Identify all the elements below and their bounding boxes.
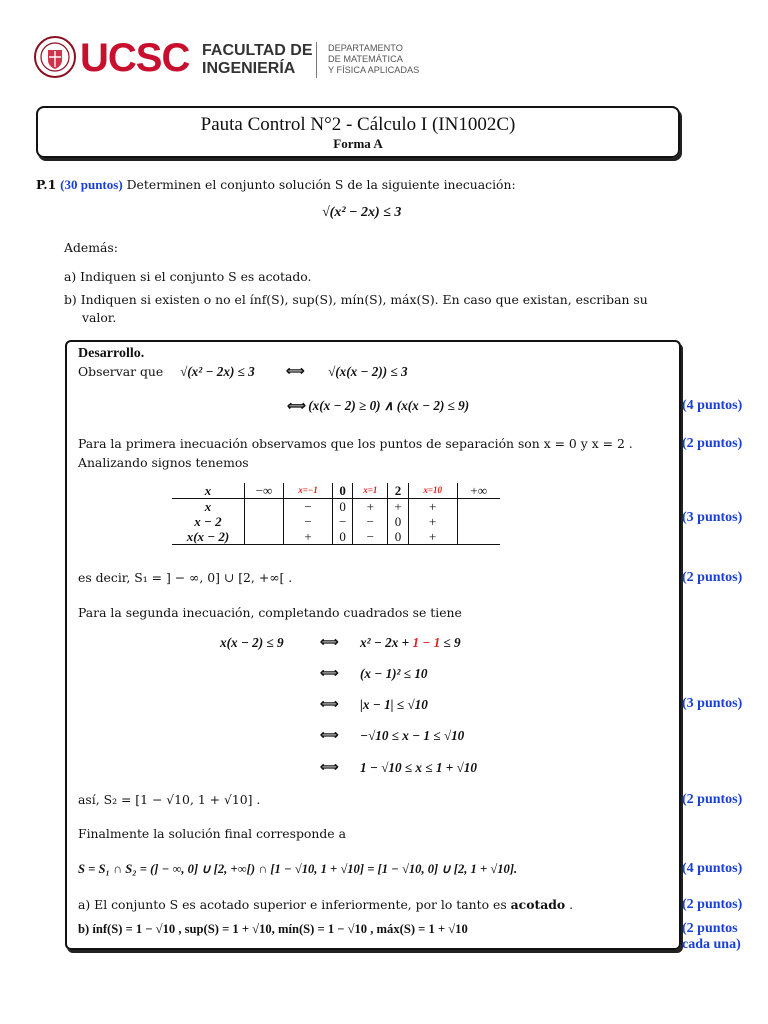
c1-rhs: x² − 2x + 1 − 1 ≤ 9: [360, 635, 461, 650]
table-row: x − 0 + + +: [172, 499, 500, 515]
item-b: b) Indiquen si existen o no el ínf(S), sup(S), mín(S), máx(S). En caso que existan, escriban su: [64, 292, 648, 307]
c1-lhs: x(x − 2) ≤ 9: [220, 635, 284, 650]
iff-4: ⟺: [320, 727, 339, 742]
second-ineq-text: Para la segunda inecuación, completando cuadrados se tiene: [78, 605, 462, 620]
points-9: (2 puntos cada una): [682, 921, 741, 952]
solution-heading: Desarrollo.: [78, 346, 145, 361]
iff-5: ⟺: [320, 759, 339, 774]
s1-result: es decir, S₁ = ] − ∞, 0] ∪ [2, +∞[ .: [78, 570, 293, 585]
points-4: (2 puntos): [682, 570, 743, 585]
sign-table: [172, 483, 500, 545]
c3: |x − 1| ≤ √10: [360, 697, 428, 712]
header-divider: [316, 42, 317, 78]
iff-2: ⟺: [320, 665, 339, 680]
iff-1: ⟺: [320, 634, 339, 649]
ucsc-logo: UCSC: [80, 36, 190, 80]
item-b-cont: valor.: [82, 310, 117, 325]
university-seal-icon: [34, 36, 76, 78]
table-header-row: x −∞ x=−1 0 x=1 2 x=10 +∞: [172, 483, 500, 499]
first-ineq-text: Para la primera inecuación observamos que los puntos de separación son x = 0 y x = 2 .: [78, 436, 633, 451]
eq2: ⟺ (x(x − 2) ≥ 0) ∧ (x(x − 2) ≤ 9): [286, 398, 470, 413]
answer-a: a) El conjunto S es acotado superior e inferiormente, por lo tanto es acotado .: [78, 897, 574, 912]
inequality: √(x² − 2x) ≤ 3: [322, 205, 402, 220]
problem-statement: P.1 (30 puntos) Determinen el conjunto solución S de la siguiente inecuación:: [36, 177, 516, 192]
c2: (x − 1)² ≤ 10: [360, 666, 428, 681]
iff-3: ⟺: [320, 696, 339, 711]
c5: 1 − √10 ≤ x ≤ 1 + √10: [360, 760, 477, 775]
title-box: [36, 106, 680, 158]
department-name: DEPARTAMENTO DE MATEMÁTICA Y FÍSICA APLICADAS: [328, 43, 420, 75]
eq1-rhs: √(x(x − 2)) ≤ 3: [328, 364, 408, 379]
eq1-lhs: √(x² − 2x) ≤ 3: [180, 364, 255, 379]
faculty-name: FACULTAD DE INGENIERÍA: [202, 42, 313, 77]
table-row: x(x − 2) + 0 − 0 +: [172, 529, 500, 545]
c4: −√10 ≤ x − 1 ≤ √10: [360, 728, 465, 743]
points-5: (3 puntos): [682, 696, 743, 711]
points-7: (4 puntos): [682, 861, 743, 876]
points-3: (3 puntos): [682, 510, 743, 525]
points-2: (2 puntos): [682, 436, 743, 451]
points-1: (4 puntos): [682, 398, 743, 413]
ademas-label: Además:: [64, 240, 118, 255]
points-8: (2 puntos): [682, 897, 743, 912]
final-solution: S = S₁ ∩ S₂ = (] − ∞, 0] ∪ [2, +∞[) ∩ [1 − √10, 1 + √10] = [1 − √10, 0] ∪ [2, 1 + √10].: [78, 862, 518, 876]
document-title: Pauta Control N°2 - Cálculo I (IN1002C): [200, 114, 516, 135]
s2-result: así, S₂ = [1 − √10, 1 + √10] .: [78, 792, 261, 807]
first-ineq-text-2: Analizando signos tenemos: [78, 455, 249, 470]
document-subtitle: Forma A: [333, 136, 383, 151]
table-row: x − 2 − − − 0 +: [172, 514, 500, 529]
points-6: (2 puntos): [682, 792, 743, 807]
eq1-iff: ⟺: [286, 363, 305, 378]
answer-b: b) ínf(S) = 1 − √10 , sup(S) = 1 + √10, mín(S) = 1 − √10 , máx(S) = 1 + √10: [78, 922, 468, 936]
item-a: a) Indiquen si el conjunto S es acotado.: [64, 269, 312, 284]
observe-label: Observar que: [78, 364, 164, 379]
final-intro: Finalmente la solución final corresponde a: [78, 826, 346, 841]
